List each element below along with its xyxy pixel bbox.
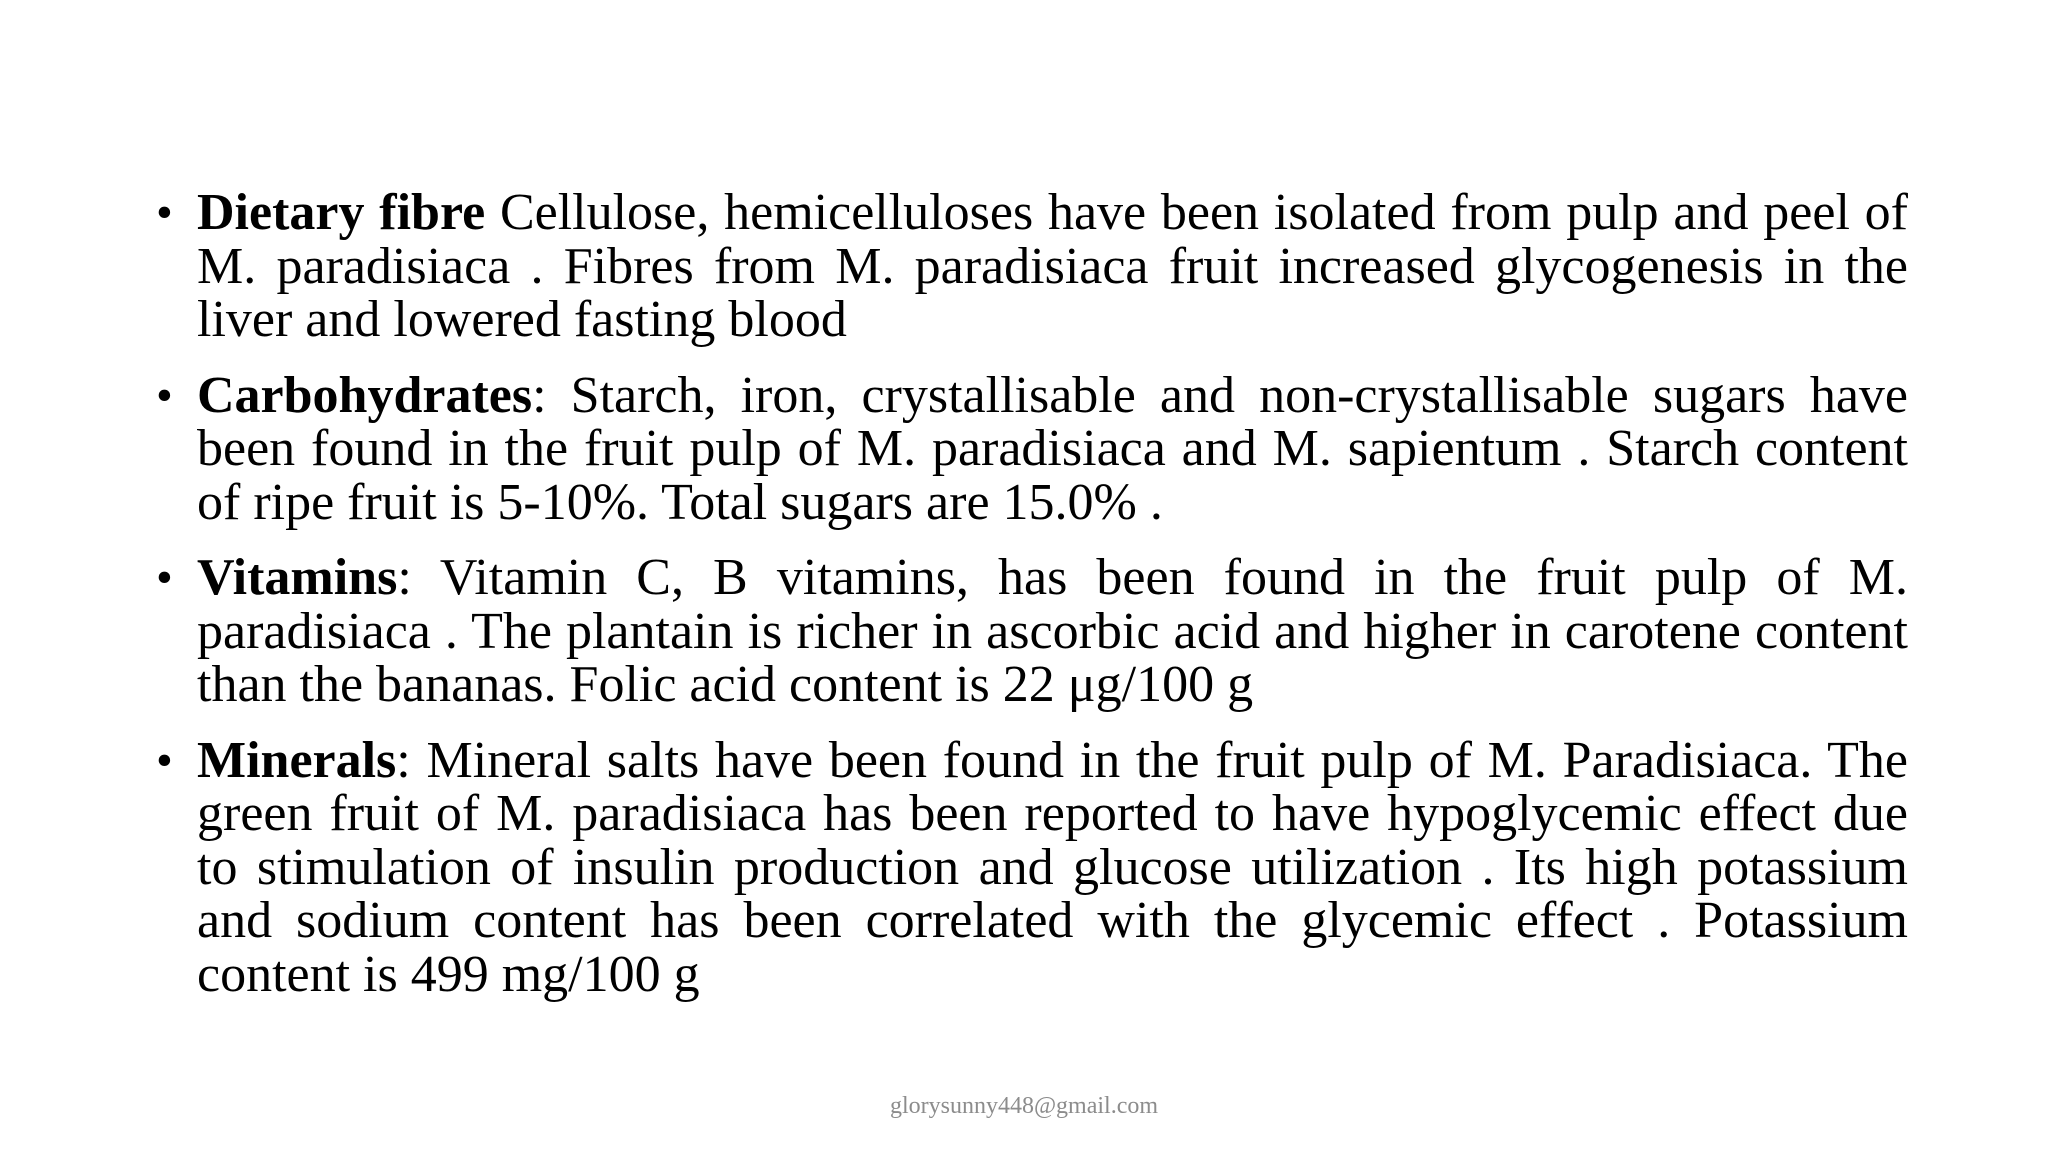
- bullet-list: [150, 186, 1908, 1023]
- bullet-separator: :: [396, 731, 411, 789]
- bullet-item-minerals: [150, 731, 1908, 1003]
- bullet-text: Mineral salts have been found in the fruit pulp of M. Paradisiaca. The green fruit of M. paradisiaca has been reported to have hypoglycemic effect due to stimulation of insulin production and glucose utilization . Its high potassium and sodium content has been correlated with the glycemic effect . Potassium content is 499 mg/100 g: [197, 731, 1908, 1003]
- bullet-term: Minerals: [197, 731, 397, 789]
- bullet-separator: :: [397, 549, 412, 606]
- bullet-dot-icon: •: [156, 368, 173, 422]
- bullet-item-carbohydrates: [150, 366, 1908, 531]
- bullet-dot-icon: •: [156, 186, 173, 239]
- bullet-item-dietary-fibre: [150, 186, 1908, 347]
- bullet-term: Dietary fibre: [197, 184, 486, 241]
- bullet-text: Cellulose, hemicelluloses have been isolated from pulp and peel of M. paradisiaca . Fibres from M. paradisiaca fruit increased glycogenesis in the liver and lowered fasting blood: [197, 184, 1908, 348]
- bullet-dot-icon: •: [156, 733, 173, 787]
- bullet-text: Starch, iron, crystallisable and non-crystallisable sugars have been found in the fruit pulp of M. paradisiaca and M. sapientum . Starch content of ripe fruit is 5-10%. Total sugars are 15.0% .: [197, 366, 1908, 531]
- bullet-term: Carbohydrates: [197, 366, 533, 424]
- bullet-item-vitamins: [150, 551, 1908, 712]
- bullet-term: Vitamins: [197, 549, 398, 606]
- bullet-separator: :: [532, 366, 547, 424]
- bullet-text: Vitamin C, B vitamins, has been found in the fruit pulp of M. paradisiaca . The plantain is richer in ascorbic acid and higher in carotene content than the bananas. Folic acid content is 22 μg/100 g: [197, 549, 1908, 713]
- bullet-dot-icon: •: [156, 551, 173, 604]
- footer-email: glorysunny448@gmail.com: [889, 1093, 1159, 1119]
